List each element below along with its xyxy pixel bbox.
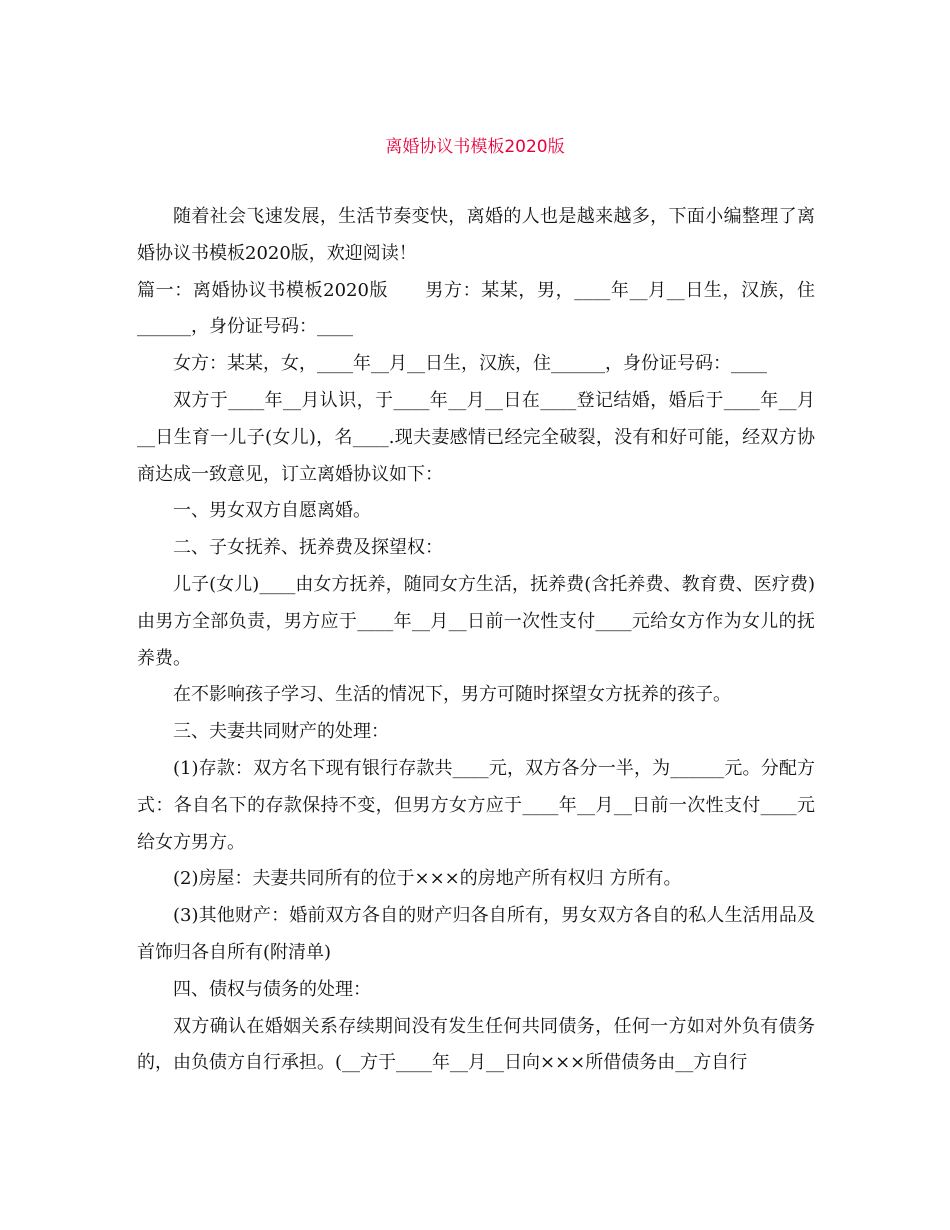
paragraph-other-property: (3)其他财产：婚前双方各自的财产归各自所有，男女双方各自的私人生活用品及首饰归各自所有(附清单) bbox=[137, 905, 815, 963]
paragraph-clause-one: 一、男女双方自愿离婚。 bbox=[173, 500, 371, 522]
document-body bbox=[137, 199, 815, 1082]
paragraph-clause-two-heading: 二、子女抚养、抚养费及探望权： bbox=[173, 537, 443, 559]
paragraph-clause-three-heading: 三、夫妻共同财产的处理： bbox=[173, 721, 389, 743]
paragraph-savings: (1)存款：双方名下现有银行存款共____元，双方各分一半，为______元。分配方式：各自名下的存款保持不变，但男方女方应于____年__月__日前一次性支付____元给女方男方。 bbox=[137, 757, 815, 853]
paragraph-marriage-info: 双方于____年__月认识，于____年__月__日在____登记结婚，婚后于____年__月__日生育一儿子(女儿)，名____.现夫妻感情已经完全破裂，没有和好可能，经双方协商达成一致意见，订立离婚协议如下： bbox=[137, 389, 815, 485]
paragraph-part-one-male: 篇一：离婚协议书模板2020版 男方：某某，男，____年__月__日生，汉族，住______，身份证号码：____ bbox=[137, 279, 815, 338]
paragraph-intro: 随着社会飞速发展，生活节奏变快，离婚的人也是越来越多，下面小编整理了离婚协议书模板2020版，欢迎阅读！ bbox=[137, 206, 815, 264]
document-title: 离婚协议书模板2020版 bbox=[385, 137, 565, 157]
paragraph-child-custody: 儿子(女儿)____由女方抚养，随同女方生活，抚养费(含托养费、教育费、医疗费)由男方全部负责，男方应于____年__月__日前一次性支付____元给女方作为女儿的抚养费。 bbox=[137, 573, 815, 669]
paragraph-clause-four-heading: 四、债权与债务的处理： bbox=[173, 978, 371, 1000]
paragraph-debts: 双方确认在婚姻关系存续期间没有发生任何共同债务，任何一方如对外负有债务的，由负债方自行承担。(__方于____年__月__日向×××所借债务由__方自行 bbox=[137, 1015, 815, 1074]
paragraph-house: (2)房屋：夫妻共同所有的位于×××的房地产所有权归 方所有。 bbox=[173, 868, 682, 890]
paragraph-visitation: 在不影响孩子学习、生活的情况下，男方可随时探望女方抚养的孩子。 bbox=[173, 684, 731, 706]
paragraph-female: 女方：某某，女，____年__月__日生，汉族，住______，身份证号码：____ bbox=[173, 353, 767, 375]
